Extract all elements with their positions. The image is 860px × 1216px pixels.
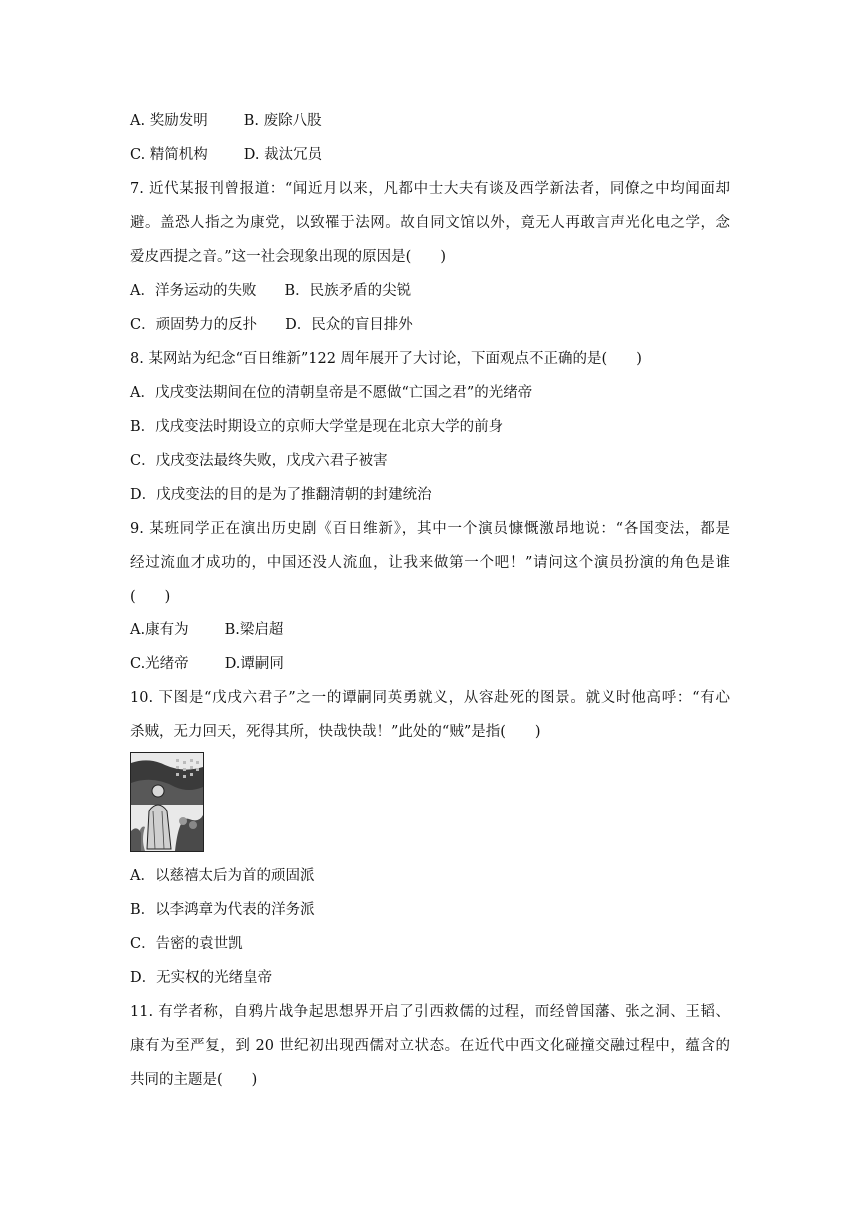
q6-options-row-2 <box>130 145 322 165</box>
q9-option-d[interactable]: D.谭嗣同 <box>224 656 284 672</box>
q6-option-d[interactable]: D. 裁汰冗员 <box>243 147 323 163</box>
q6-option-b[interactable]: B. 废除八股 <box>243 113 322 129</box>
q9-option-c[interactable]: C.光绪帝 <box>130 656 189 672</box>
q7-option-b[interactable]: B．民族矛盾的尖锐 <box>284 283 412 299</box>
q8-option-a[interactable]: A．戊戌变法期间在位的清朝皇帝是不愿做“亡国之君”的光绪帝 <box>130 385 533 401</box>
q10-option-d[interactable]: D．无实权的光绪皇帝 <box>130 970 273 986</box>
q9-option-b[interactable]: B.梁启超 <box>224 622 284 638</box>
q7-options-row-2 <box>130 315 413 335</box>
q9-stem-line-3: ( ) <box>130 589 171 605</box>
q7-stem-line-2: 避。盖恐人指之为康党，以致罹于法网。故自同文馆以外，竟无人再敢言声光化电之学，念 <box>130 215 730 231</box>
q7-option-a[interactable]: A．洋务运动的失败 <box>130 283 257 299</box>
q10-option-c[interactable]: C．告密的袁世凯 <box>130 936 243 952</box>
q11-stem-line-1: 11. 有学者称，自鸦片战争起思想界开启了引西救儒的过程，而经曾国藩、张之洞、王韬、 <box>130 1004 730 1020</box>
q9-option-a[interactable]: A.康有为 <box>130 622 189 638</box>
q9-options-row-2 <box>130 654 284 674</box>
q6-option-a[interactable]: A. 奖励发明 <box>130 113 208 129</box>
q7-stem-line-1: 7. 近代某报刊曾报道：“闻近月以来，凡都中士大夫有谈及西学新法者，同僚之中均闻面却 <box>130 181 730 197</box>
q11-stem-line-2: 康有为至严复，到 20 世纪初出现西儒对立状态。在近代中西文化碰撞交融过程中，蕴含的 <box>130 1038 730 1054</box>
q6-options-row-1 <box>130 111 322 131</box>
q7-option-c[interactable]: C．顽固势力的反扑 <box>130 317 258 333</box>
q7-option-d[interactable]: D．民众的盲目排外 <box>285 317 413 333</box>
tan-sitong-execution-illustration <box>130 752 204 852</box>
q10-stem-line-2: 杀贼，无力回天，死得其所，快哉快哉！”此处的“贼”是指( ) <box>130 724 541 740</box>
q8-option-d[interactable]: D．戊戌变法的目的是为了推翻清朝的封建统治 <box>130 487 432 503</box>
q8-option-c[interactable]: C．戊戌变法最终失败，戊戌六君子被害 <box>130 453 388 469</box>
q6-option-c[interactable]: C. 精简机构 <box>130 147 208 163</box>
q10-option-a[interactable]: A．以慈禧太后为首的顽固派 <box>130 868 315 884</box>
q9-stem-line-2: 经过流血才成功的，中国还没人流血，让我来做第一个吧！”请问这个演员扮演的角色是谁 <box>130 555 730 571</box>
q9-options-row-1 <box>130 620 283 640</box>
q8-stem: 8. 某网站为纪念“百日维新”122 周年展开了大讨论，下面观点不正确的是( ) <box>130 351 642 367</box>
q7-options-row-1 <box>130 281 411 301</box>
q11-stem-line-3: 共同的主题是( ) <box>130 1072 258 1088</box>
q7-stem-line-3: 爱皮西提之音。”这一社会现象出现的原因是( ) <box>130 249 446 265</box>
q10-stem-line-1: 10. 下图是“戊戌六君子”之一的谭嗣同英勇就义，从容赴死的图景。就义时他高呼：“有心 <box>130 690 730 706</box>
q9-stem-line-1: 9. 某班同学正在演出历史剧《百日维新》，其中一个演员慷慨激昂地说：“各国变法，都是 <box>130 521 730 537</box>
q8-option-b[interactable]: B．戊戌变法时期设立的京师大学堂是现在北京大学的前身 <box>130 419 504 435</box>
q10-option-b[interactable]: B．以李鸿章为代表的洋务派 <box>130 902 315 918</box>
illustration-drawing <box>131 753 203 851</box>
